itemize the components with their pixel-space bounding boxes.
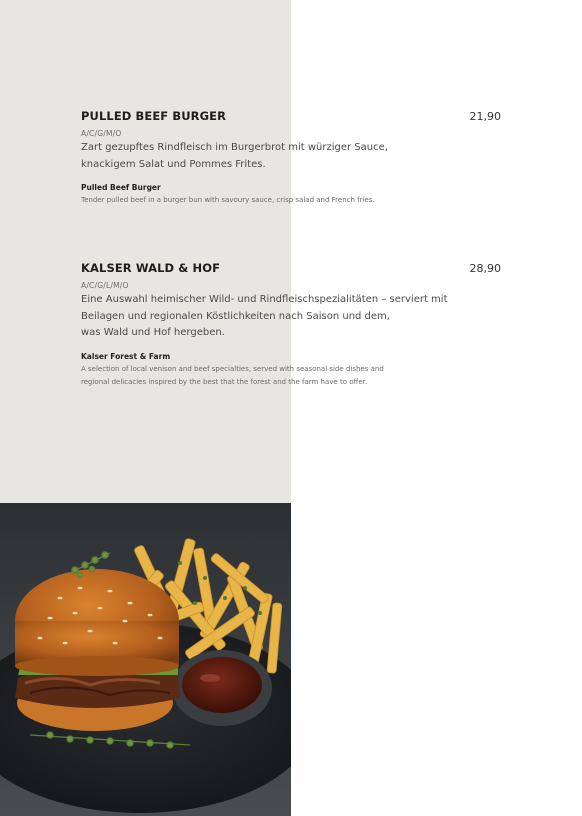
burger-fries-photo	[0, 503, 291, 816]
menu-item-kalser-wald-hof	[81, 261, 501, 389]
menu-item-title: PULLED BEEF BURGER	[81, 109, 227, 123]
menu-item-price: 28,90	[469, 262, 501, 275]
description-line: A selection of local venison and beef specialties, served with seasonal side dishes and	[81, 364, 384, 373]
menu-item-allergens: A/C/G/L/M/O	[81, 281, 129, 290]
menu-item-pulled-beef-burger	[81, 109, 501, 207]
menu-item-title: KALSER WALD & HOF	[81, 261, 221, 275]
menu-item-header	[81, 109, 501, 125]
description-line: Zart gezupftes Rindfleisch im Burgerbrot mit würziger Sauce,	[81, 142, 388, 153]
menu-item-description-en	[81, 363, 411, 389]
menu-item-description-en	[81, 194, 411, 207]
menu-item-allergens: A/C/G/M/O	[81, 129, 122, 138]
description-line: Eine Auswahl heimischer Wild- und Rindfleischspezialitäten – serviert mit	[81, 294, 448, 305]
description-line: regional delicacies inspired by the best that the forest and the farm have to offer.	[81, 377, 368, 386]
description-line: knackigem Salat und Pommes Frites.	[81, 158, 266, 170]
menu-item-header	[81, 261, 501, 277]
menu-item-description-de	[81, 140, 441, 173]
menu-background-panel	[0, 0, 291, 503]
menu-item-title-en: Kalser Forest & Farm	[81, 351, 171, 361]
description-line: Beilagen und regionalen Köstlichkeiten nach Saison und dem,	[81, 310, 390, 322]
menu-item-title-en: Pulled Beef Burger	[81, 183, 161, 192]
menu-item-price: 21,90	[469, 110, 501, 123]
description-line: Tender pulled beef in a burger bun with savoury sauce, crisp salad and French fries.	[81, 196, 375, 204]
description-line: was Wald und Hof hergeben.	[81, 327, 225, 338]
menu-item-description-de	[81, 292, 448, 342]
